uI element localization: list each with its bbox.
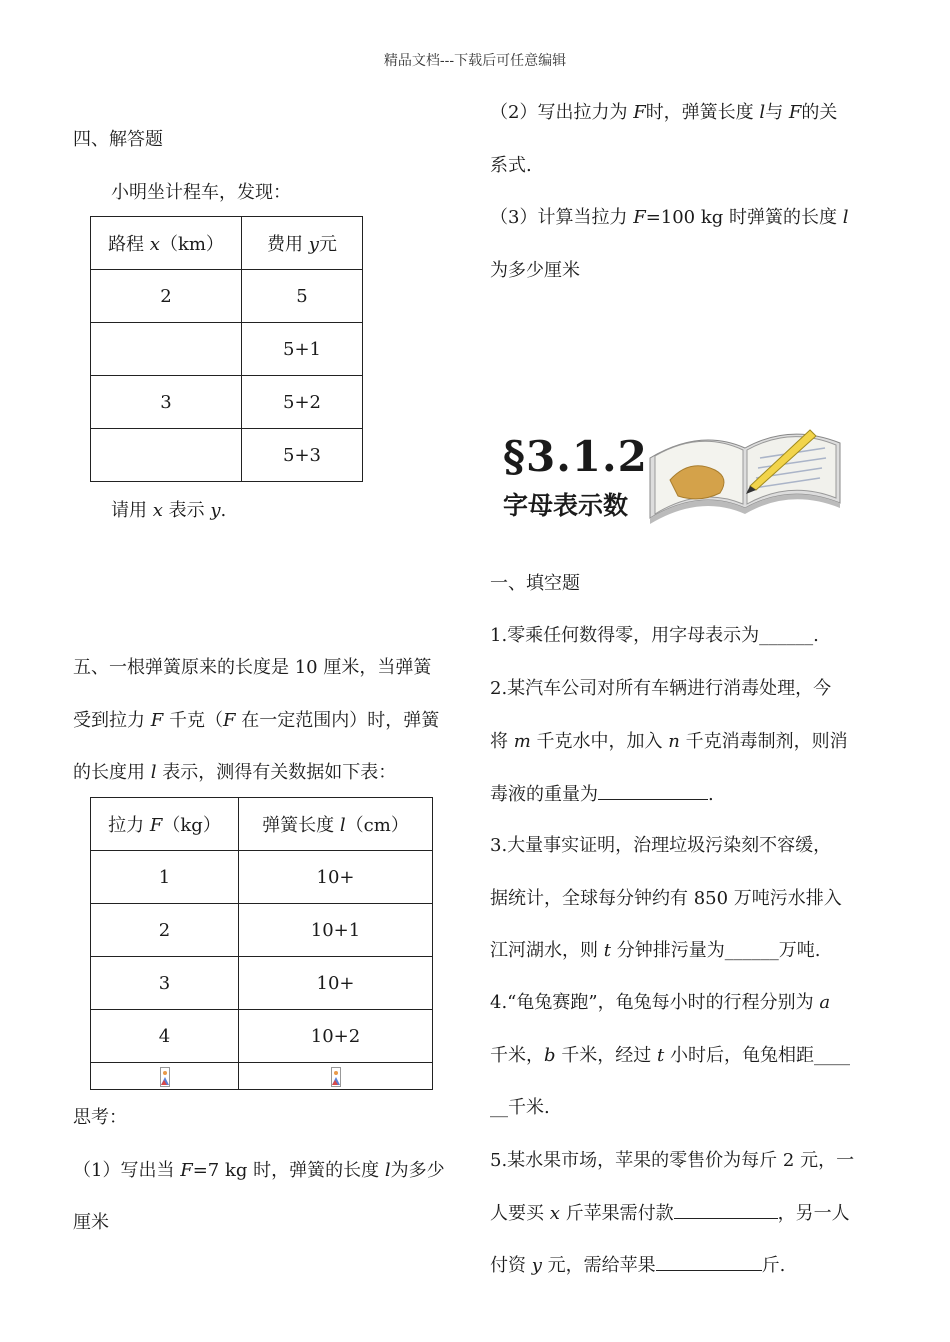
fill-3-line-1: 3.大量事实证明，治理垃圾污染刻不容缓， (490, 835, 832, 856)
section-5-line-3: 的长度用 l 表示，测得有关数据如下表： (73, 762, 397, 783)
banner-subtitle: 字母表示数 (503, 491, 629, 520)
open-book-icon (640, 418, 845, 530)
page-header: 精品文档---下载后可任意编辑 (383, 53, 567, 69)
fill-5-line-3: 付资 y 元，需给苹果 斤. (490, 1255, 786, 1276)
fill-4-line-1: 4.“龟兔赛跑”，龟兔每小时的行程分别为 a (490, 992, 831, 1013)
banner-title: §3.1.2 (503, 432, 648, 481)
section-1-title: 一、填空题 (490, 573, 580, 594)
table-cell: 10+ (239, 957, 433, 1010)
question-2-line-2: 系式. (490, 155, 532, 176)
table-row (91, 323, 363, 376)
fill-2-line-2: 将 m 千克水中，加入 n 千克消毒制剂，则消 (490, 731, 848, 752)
question-2-line-1: （2）写出拉力为 F时，弹簧长度 l与 F的关 (490, 102, 838, 123)
table-cell: 10+1 (239, 904, 433, 957)
section-4-intro: 小明坐计程车，发现： (111, 182, 291, 203)
spring-length-table (90, 797, 433, 1090)
broken-image-icon (331, 1067, 341, 1087)
table-row (91, 270, 363, 323)
broken-image-icon (160, 1067, 170, 1087)
table-cell: 5+3 (242, 429, 363, 482)
distance-header: 路程 x（km） (91, 217, 242, 270)
table-cell: 5 (242, 270, 363, 323)
table-cell: 4 (91, 1010, 239, 1063)
answer-blank (656, 1254, 762, 1271)
table-row (91, 957, 433, 1010)
question-1-line-2: 厘米 (73, 1212, 109, 1233)
table-header-row (91, 217, 363, 270)
table-cell: 2 (91, 270, 242, 323)
section-4-title: 四、解答题 (73, 129, 163, 150)
table-cell (91, 323, 242, 376)
section-4-question: 请用 x 表示 y. (111, 500, 227, 521)
force-header: 拉力 F（kg） (91, 798, 239, 851)
table-header-row (91, 798, 433, 851)
table-cell: 10+2 (239, 1010, 433, 1063)
table-cell (239, 1063, 433, 1090)
table-cell: 10+ (239, 851, 433, 904)
think-label: 思考： (73, 1107, 127, 1128)
table-cell (91, 429, 242, 482)
table-row (91, 851, 433, 904)
table-cell (91, 1063, 239, 1090)
fill-2-line-1: 2.某汽车公司对所有车辆进行消毒处理，今 (490, 678, 832, 699)
fill-3-line-3: 江河湖水，则 t 分钟排污量为______万吨. (490, 940, 821, 961)
table-cell: 3 (91, 376, 242, 429)
fill-4-line-3: __千米. (490, 1097, 550, 1118)
table-row (91, 1010, 433, 1063)
section-5-line-1: 五、一根弹簧原来的长度是 10 厘米，当弹簧 (73, 657, 432, 678)
table-cell: 2 (91, 904, 239, 957)
table-cell: 1 (91, 851, 239, 904)
fare-header: 费用 y元 (242, 217, 363, 270)
length-header: 弹簧长度 l（cm） (239, 798, 433, 851)
table-cell: 3 (91, 957, 239, 1010)
table-row (91, 1063, 433, 1090)
table-row (91, 904, 433, 957)
table-cell: 5+2 (242, 376, 363, 429)
fill-2-line-3: 毒液的重量为 . (490, 784, 714, 805)
question-3-line-1: （3）计算当拉力 F=100 kg 时弹簧的长度 l (490, 207, 849, 228)
fill-4-line-2: 千米，b 千米，经过 t 小时后，龟兔相距____ (490, 1045, 850, 1066)
taxi-fare-table (90, 216, 363, 482)
question-3-line-2: 为多少厘米 (490, 260, 580, 281)
section-5-line-2: 受到拉力 F 千克（F 在一定范围内）时，弹簧 (73, 710, 440, 731)
answer-blank (674, 1202, 778, 1219)
table-row (91, 376, 363, 429)
fill-1: 1.零乘任何数得零，用字母表示为______. (490, 625, 819, 646)
fill-5-line-2: 人要买 x 斤苹果需付款 ，另一人 (490, 1203, 850, 1224)
table-cell: 5+1 (242, 323, 363, 376)
table-row (91, 429, 363, 482)
question-1-line-1: （1）写出当 F=7 kg 时，弹簧的长度 l为多少 (73, 1160, 445, 1181)
fill-5-line-1: 5.某水果市场，苹果的零售价为每斤 2 元，一 (490, 1150, 855, 1171)
answer-blank (598, 783, 708, 800)
fill-3-line-2: 据统计，全球每分钟约有 850 万吨污水排入 (490, 888, 842, 909)
